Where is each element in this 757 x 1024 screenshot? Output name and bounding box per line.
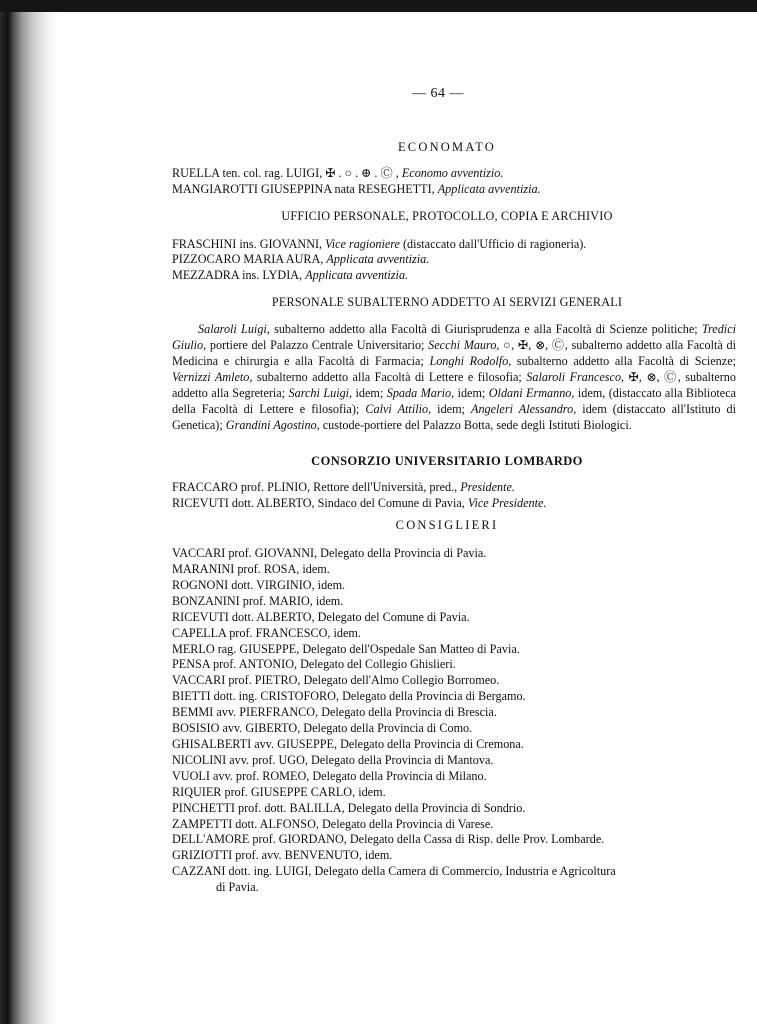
staff-description: portiere del Palazzo Centrale Universitario;	[206, 338, 429, 353]
consorzio-line: RICEVUTI dott. ALBERTO, Sindaco del Comune di Pavia, Vice Presidente.	[172, 496, 547, 511]
consigliere-line: DELL'AMORE prof. GIORDANO, Delegato della Cassa di Risp. delle Prov. Lombarde.	[172, 832, 605, 847]
economato-line: MANGIAROTTI GIUSEPPINA nata RESEGHETTI, Applicata avventizia.	[172, 181, 541, 196]
staff-name: Vernizzi Amleto,	[172, 369, 253, 384]
consigliere-line: BONZANINI prof. MARIO, idem.	[172, 593, 344, 608]
consigliere-line: CAPELLA prof. FRANCESCO, idem.	[172, 625, 361, 640]
consigliere-line: MARANINI prof. ROSA, idem.	[172, 562, 330, 577]
staff-description: custode-portiere del Palazzo Botta, sede degli Istituti Biologici.	[319, 417, 632, 432]
consigliere-line: BOSISIO avv. GIBERTO, Delegato della Provincia di Como.	[172, 721, 473, 736]
staff-description: ✠, ⊗, Ⓒ, subalterno addetto alla Segreteria;	[172, 369, 736, 400]
staff-description: idem (distaccato all'Istituto di Genetica);	[172, 401, 737, 432]
book-binding-edge	[0, 0, 58, 1024]
staff-name: Salaroli Luigi,	[198, 322, 270, 337]
consigliere-line: RIQUIER prof. GIUSEPPE CARLO, idem.	[172, 784, 386, 799]
section-title-economato: ECONOMATO	[397, 139, 497, 154]
consigliere-line: GHISALBERTI avv. GIUSEPPE, Delegato della Provincia di Cremona.	[172, 737, 524, 751]
consigliere-line: CAZZANI dott. ing. LUIGI, Delegato della Camera di Commercio, Industria e Agricoltura	[172, 864, 616, 879]
staff-description: idem, (distaccato alla Biblioteca della Facoltà di Lettere e filosofia);	[172, 385, 737, 416]
consorzio-line: FRACCARO prof. PLINIO, Rettore dell'Università, pred., Presidente.	[172, 480, 515, 495]
staff-name: Angeleri Alessandro,	[471, 401, 577, 416]
economato-line: RUELLA ten. col. rag. LUIGI, ✠ . ○ . ⊕ . Ⓒ , Economo avventizio.	[172, 165, 504, 180]
ufficio-line: PIZZOCARO MARIA AURA, Applicata avventizia.	[172, 252, 430, 267]
consigliere-line: BEMMI avv. PIERFRANCO, Delegato della Provincia di Brescia.	[172, 705, 497, 720]
consigliere-line: PINCHETTI prof. dott. BALILLA, Delegato della Provincia di Sondrio.	[172, 800, 526, 815]
consiglieri-list	[172, 546, 722, 896]
consigliere-line: ZAMPETTI dott. ALFONSO, Delegato della Provincia di Varese.	[172, 816, 494, 831]
staff-description: ○, ✠, ⊗, Ⓒ, subalterno addetto alla Facoltà di Medicina e chirurgia e alla Facoltà di Farmacia;	[172, 338, 737, 368]
staff-name: Secchi Mauro,	[428, 338, 500, 353]
consigliere-line: VACCARI prof. PIETRO, Delegato dell'Almo Collegio Borromeo.	[172, 673, 500, 688]
staff-name: Salaroli Francesco,	[526, 369, 625, 384]
personale-subalterno-paragraph	[172, 322, 736, 433]
consigliere-line: VACCARI prof. GIOVANNI, Delegato della Provincia di Pavia.	[172, 546, 487, 561]
ufficio-line: FRASCHINI ins. GIOVANNI, Vice ragioniere (distaccato dall'Ufficio di ragioneria).	[172, 236, 587, 251]
consigliere-line: RICEVUTI dott. ALBERTO, Delegato del Comune di Pavia.	[172, 609, 470, 624]
page-number: — 64 —	[412, 86, 464, 101]
section-title-consiglieri: CONSIGLIERI	[395, 518, 499, 533]
staff-name: Longhi Rodolfo,	[429, 353, 512, 368]
consigliere-line: MERLO rag. GIUSEPPE, Delegato dell'Ospedale San Matteo di Pavia.	[172, 641, 520, 656]
staff-name: Calvi Attilio,	[365, 401, 432, 416]
staff-description: subalterno addetto alla Facoltà di Scienze;	[511, 353, 736, 368]
staff-name: Tredici Giulio,	[172, 322, 736, 353]
section-title-personale-subalterno: PERSONALE SUBALTERNO ADDETTO AI SERVIZI GENERALI	[271, 295, 623, 310]
consigliere-line: di Pavia.	[216, 880, 259, 895]
consigliere-line: VUOLI avv. prof. ROMEO, Delegato della Provincia di Milano.	[172, 768, 487, 783]
staff-description: subalterno addetto alla Facoltà di Giurisprudenza e alla Facoltà di Scienze politiche;	[269, 322, 702, 337]
staff-description: idem;	[352, 385, 387, 400]
document-page	[172, 86, 737, 896]
consigliere-line: ROGNONI dott. VIRGINIO, idem.	[172, 577, 346, 592]
section-title-consorzio: CONSORZIO UNIVERSITARIO LOMBARDO	[311, 453, 583, 468]
section-title-ufficio-personale: UFFICIO PERSONALE, PROTOCOLLO, COPIA E ARCHIVIO	[281, 208, 613, 223]
staff-name: Grandini Agostino,	[225, 417, 320, 432]
staff-name: Sarchi Luigi,	[288, 385, 353, 400]
consigliere-line: NICOLINI avv. prof. UGO, Delegato della Provincia di Mantova.	[172, 752, 494, 767]
staff-name: Oldani Ermanno,	[488, 385, 575, 400]
staff-description: idem;	[431, 401, 471, 416]
consigliere-line: PENSA prof. ANTONIO, Delegato del Collegio Ghislieri.	[172, 657, 456, 672]
ufficio-line: MEZZADRA ins. LYDIA, Applicata avventizia.	[172, 268, 409, 283]
staff-name: Spada Mario,	[386, 385, 455, 400]
consigliere-line: BIETTI dott. ing. CRISTOFORO, Delegato della Provincia di Bergamo.	[172, 689, 526, 704]
scan-top-border	[0, 0, 757, 12]
staff-description: idem;	[454, 385, 489, 400]
staff-description: subalterno addetto alla Facoltà di Lettere e filosofia;	[252, 369, 527, 384]
consigliere-line: GRIZIOTTI prof. avv. BENVENUTO, idem.	[172, 848, 393, 863]
